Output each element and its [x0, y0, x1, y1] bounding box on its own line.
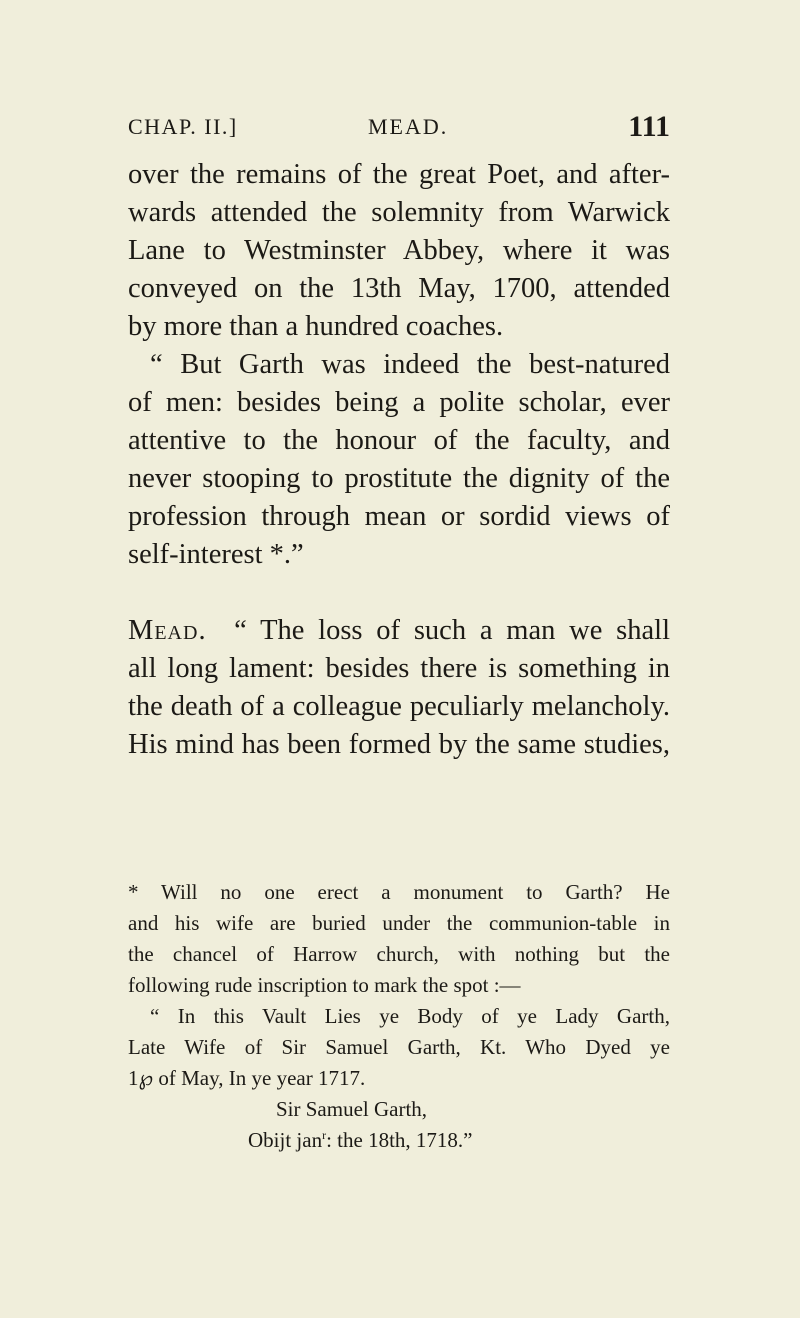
footnote-line: * Will no one erect a monument to Garth? He	[128, 880, 670, 904]
text-line: over the remains of the great Poet, and after-	[128, 159, 670, 190]
inscription	[128, 1001, 670, 1156]
paragraph-1	[128, 156, 670, 346]
inscription-signature-name: Sir Samuel Garth,	[276, 1097, 428, 1121]
obit-text: Obijt jan	[248, 1128, 323, 1152]
text-line: the death of a colleague peculiarly melancholy.	[128, 691, 670, 722]
text-line: attentive to the honour of the faculty, and	[128, 425, 670, 456]
chapter-label: CHAP. II.]	[128, 114, 238, 139]
footnote-text	[128, 877, 670, 1001]
footnote	[128, 877, 670, 1156]
running-head	[128, 110, 670, 144]
main-text	[128, 156, 670, 764]
running-title: MEAD.	[368, 114, 449, 139]
text-line: His mind has been formed by the same studies,	[128, 729, 670, 760]
speech-start: “ The loss of such a man we shall	[234, 615, 670, 646]
text-line: Lane to Westminster Abbey, where it was	[128, 235, 670, 266]
inscription-date-line: 1℘ of May, In ye year 1717.	[128, 1066, 366, 1090]
text-line: profession through mean or sordid views of	[128, 501, 670, 532]
text-line: self-interest *.”	[128, 539, 304, 570]
footnote-line: and his wife are buried under the communion-table in	[128, 911, 670, 935]
text-line: by more than a hundred coaches.	[128, 311, 504, 342]
footnote-line: following rude inscription to mark the spot :—	[128, 973, 521, 997]
inscription-line: “ In this Vault Lies ye Body of ye Lady Garth,	[150, 1004, 670, 1028]
paragraph-3	[128, 612, 670, 764]
text-line: of men: besides being a polite scholar, ever	[128, 387, 670, 418]
superscript-r: r	[322, 1128, 327, 1142]
text-line: never stooping to prostitute the dignity of the	[128, 463, 670, 494]
obit-date: : the 18th, 1718.”	[326, 1128, 473, 1152]
inscription-line: Late Wife of Sir Samuel Garth, Kt. Who Dyed ye	[128, 1035, 670, 1059]
text-line: conveyed on the 13th May, 1700, attended	[128, 273, 670, 304]
text-line: wards attended the solemnity from Warwick	[128, 197, 670, 228]
text-line: all long lament: besides there is something in	[128, 653, 670, 684]
text-line: “ But Garth was indeed the best-natured	[150, 349, 670, 380]
speaker-name: Mead.	[128, 615, 207, 646]
inscription-signature-date	[128, 1125, 670, 1156]
paragraph-2	[128, 346, 670, 574]
page-number: 111	[628, 110, 670, 143]
text-line	[128, 612, 670, 650]
footnote-line: the chancel of Harrow church, with nothing but the	[128, 942, 670, 966]
